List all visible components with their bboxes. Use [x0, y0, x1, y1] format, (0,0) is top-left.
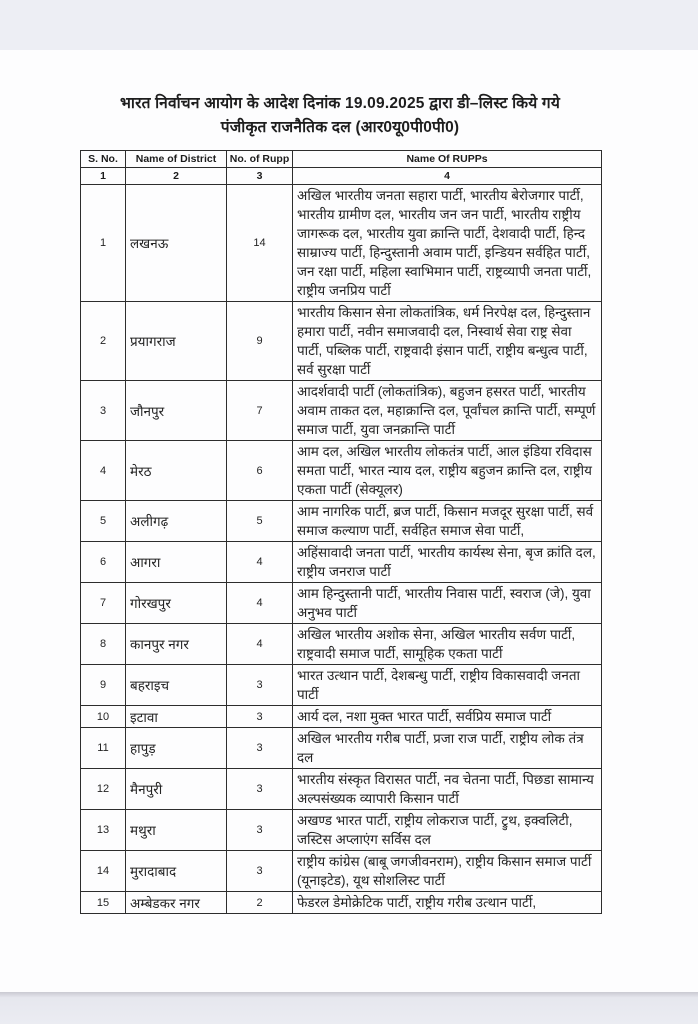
photo-margin-top: [0, 0, 698, 51]
cell-sno: 4: [81, 441, 126, 501]
cell-district: आगरा: [126, 542, 227, 583]
table-row: [81, 728, 602, 769]
cell-district: इटावा: [126, 706, 227, 728]
table-row: [81, 624, 602, 665]
cell-parties: अखिल भारतीय गरीब पार्टी, प्रजा राज पार्टी, राष्ट्रीय लोक तंत्र दल: [293, 728, 602, 769]
cell-count: 5: [227, 501, 293, 542]
cell-count: 3: [227, 769, 293, 810]
cell-count: 4: [227, 624, 293, 665]
cell-sno: 6: [81, 542, 126, 583]
cell-district: कानपुर नगर: [126, 624, 227, 665]
cell-parties: अखिल भारतीय जनता सहारा पार्टी, भारतीय बेरोजगार पार्टी, भारतीय ग्रामीण दल, भारतीय जन जन पार्टी, भारतीय राष्ट्रीय जागरूक दल, भारतीय युवा क्रान्ति पार्टी, देशवादी पार्टी, हिन्द साम्राज्य पार्टी, हिन्दुस्तानी अवाम पार्टी, इन्डियन सर्वहित पार्टी, जन रक्षा पार्टी, महिला स्वाभिमान पार्टी, राष्ट्रव्यापी जनता पार्टी, राष्ट्रीय जनप्रिय पार्टी: [293, 185, 602, 302]
table-header: [81, 151, 602, 185]
cell-district: अम्बेडकर नगर: [126, 892, 227, 914]
cell-sno: 2: [81, 302, 126, 381]
column-header-sno: S. No.: [81, 151, 126, 168]
document-title-line1: भारत निर्वाचन आयोग के आदेश दिनांक 19.09.2025 द्वारा डी–लिस्ट किये गये: [119, 95, 561, 112]
cell-count: 3: [227, 851, 293, 892]
document-title: [70, 92, 610, 140]
cell-parties: आम दल, अखिल भारतीय लोकतंत्र पार्टी, आल इंडिया रविदास समता पार्टी, भारत न्याय दल, राष्ट्रीय बहुजन क्रान्ति दल, राष्ट्रीय एकता पार्टी (सेक्यूलर): [293, 441, 602, 501]
cell-district: मुरादाबाद: [126, 851, 227, 892]
column-number-2: 2: [126, 168, 227, 185]
cell-district: मेरठ: [126, 441, 227, 501]
cell-district: बहराइच: [126, 665, 227, 706]
table-row: [81, 706, 602, 728]
cell-sno: 14: [81, 851, 126, 892]
cell-parties: अहिंसावादी जनता पार्टी, भारतीय कार्यस्थ सेना, बृज क्रांति दल, राष्ट्रीय जनराज पार्टी: [293, 542, 602, 583]
cell-parties: आम हिन्दुस्तानी पार्टी, भारतीय निवास पार्टी, स्वराज (जे), युवा अनुभव पार्टी: [293, 583, 602, 624]
column-number-1: 1: [81, 168, 126, 185]
cell-parties: अखण्ड भारत पार्टी, राष्ट्रीय लोकराज पार्टी, ट्रुथ, इक्वलिटी, जस्टिस अप्लाएंग सर्विस दल: [293, 810, 602, 851]
column-header-rupps: Name Of RUPPs: [293, 151, 602, 168]
table-row: [81, 851, 602, 892]
table-row: [81, 769, 602, 810]
table-row: [81, 665, 602, 706]
cell-count: 9: [227, 302, 293, 381]
cell-district: मथुरा: [126, 810, 227, 851]
cell-parties: आदर्शवादी पार्टी (लोकतांत्रिक), बहुजन हसरत पार्टी, भारतीय अवाम ताकत दल, महाक्रान्ति दल, पूर्वांचल क्रान्ति पार्टी, सम्पूर्ण समाज पार्टी, युवा जनक्रान्ति पार्टी: [293, 381, 602, 441]
table-row: [81, 302, 602, 381]
table-row: [81, 542, 602, 583]
column-header-district: Name of District: [126, 151, 227, 168]
table-row: [81, 810, 602, 851]
table-row: [81, 583, 602, 624]
cell-parties: आम नागरिक पार्टी, ब्रज पार्टी, किसान मजदूर सुरक्षा पार्टी, सर्व समाज कल्याण पार्टी, सर्वहित समाज सेवा पार्टी,: [293, 501, 602, 542]
cell-parties: राष्ट्रीय कांग्रेस (बाबू जगजीवनराम), राष्ट्रीय किसान समाज पार्टी (यूनाइटेड), यूथ सोशलिस्ट पार्टी: [293, 851, 602, 892]
header-numbers-row: [81, 168, 602, 185]
cell-district: अलीगढ़: [126, 501, 227, 542]
cell-count: 3: [227, 810, 293, 851]
cell-sno: 15: [81, 892, 126, 914]
table-body: [81, 185, 602, 914]
cell-parties: भारतीय संस्कृत विरासत पार्टी, नव चेतना पार्टी, पिछडा सामान्य अल्पसंख्यक व्यापारी किसान पार्टी: [293, 769, 602, 810]
cell-district: गोरखपुर: [126, 583, 227, 624]
table-row: [81, 185, 602, 302]
cell-count: 4: [227, 583, 293, 624]
cell-district: जौनपुर: [126, 381, 227, 441]
cell-count: 2: [227, 892, 293, 914]
photo-margin-bottom: [0, 992, 698, 1024]
cell-sno: 13: [81, 810, 126, 851]
cell-sno: 9: [81, 665, 126, 706]
cell-count: 14: [227, 185, 293, 302]
cell-sno: 11: [81, 728, 126, 769]
cell-district: हापुड़: [126, 728, 227, 769]
cell-sno: 3: [81, 381, 126, 441]
table-row: [81, 501, 602, 542]
cell-parties: अखिल भारतीय अशोक सेना, अखिल भारतीय सर्वण पार्टी, राष्ट्रवादी समाज पार्टी, सामूहिक एकता पार्टी: [293, 624, 602, 665]
cell-parties: आर्य दल, नशा मुक्त भारत पार्टी, सर्वप्रिय समाज पार्टी: [293, 706, 602, 728]
table-row: [81, 381, 602, 441]
document-page: [0, 50, 698, 992]
cell-sno: 10: [81, 706, 126, 728]
cell-sno: 12: [81, 769, 126, 810]
cell-count: 3: [227, 706, 293, 728]
cell-district: मैनपुरी: [126, 769, 227, 810]
cell-count: 3: [227, 728, 293, 769]
table-row: [81, 892, 602, 914]
cell-parties: फेडरल डेमोक्रेटिक पार्टी, राष्ट्रीय गरीब उत्थान पार्टी,: [293, 892, 602, 914]
header-row: [81, 151, 602, 168]
column-number-3: 3: [227, 168, 293, 185]
column-header-count: No. of Rupp: [227, 151, 293, 168]
column-number-4: 4: [293, 168, 602, 185]
cell-district: लखनऊ: [126, 185, 227, 302]
cell-sno: 1: [81, 185, 126, 302]
cell-sno: 5: [81, 501, 126, 542]
rupp-table: [80, 150, 602, 914]
cell-district: प्रयागराज: [126, 302, 227, 381]
cell-parties: भारतीय किसान सेना लोकतांत्रिक, धर्म निरपेक्ष दल, हिन्दुस्तान हमारा पार्टी, नवीन समाजवादी दल, निस्वार्थ सेवा राष्ट्र सेवा पार्टी, पब्लिक पार्टी, राष्ट्रवादी इंसान पार्टी, राष्ट्रीय बन्धुत्व पार्टी, सर्व सुरक्षा पार्टी: [293, 302, 602, 381]
cell-parties: भारत उत्थान पार्टी, देशबन्धु पार्टी, राष्ट्रीय विकासवादी जनता पार्टी: [293, 665, 602, 706]
cell-count: 6: [227, 441, 293, 501]
cell-count: 3: [227, 665, 293, 706]
cell-sno: 7: [81, 583, 126, 624]
cell-count: 7: [227, 381, 293, 441]
cell-count: 4: [227, 542, 293, 583]
document-title-line2: पंजीकृत राजनैतिक दल (आर0यू0पी0पी0): [220, 119, 460, 136]
table-row: [81, 441, 602, 501]
cell-sno: 8: [81, 624, 126, 665]
